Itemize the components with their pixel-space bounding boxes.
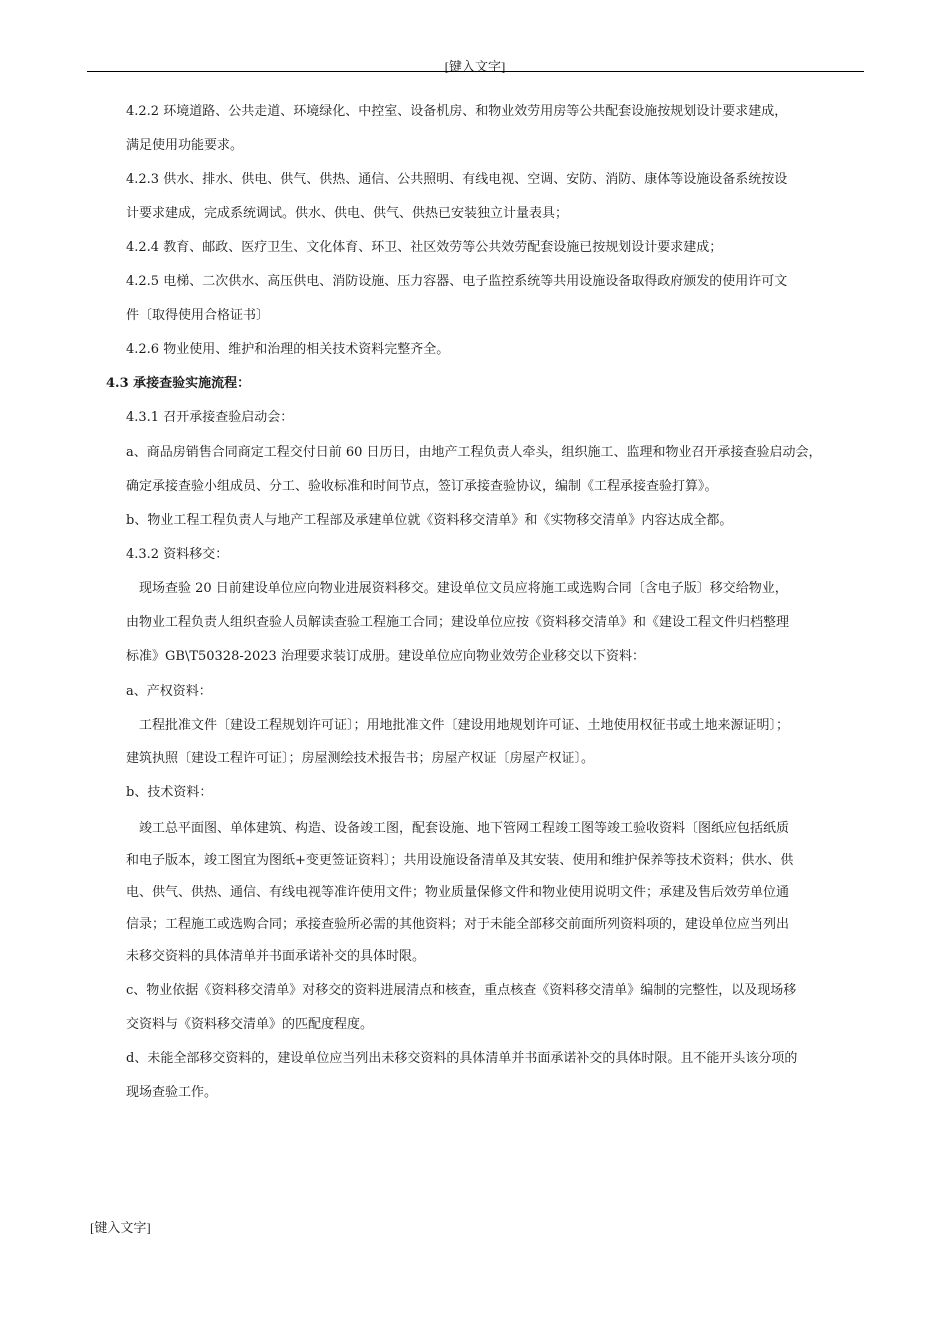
text-line: 4.2.4 教育、邮政、医疗卫生、文化体育、环卫、社区效劳等公共效劳配套设施已按规划设计要求建成； [126,240,723,255]
text-line: 4.2.2 环境道路、公共走道、环境绿化、中控室、设备机房、和物业效劳用房等公共配套设施按规划设计要求建成， [126,104,788,119]
text-line: 信录；工程施工或选购合同；承接查验所必需的其他资料；对于未能全部移交前面所列资料项的，建设单位应当列出 [126,917,790,932]
text-line: 未移交资料的具体清单并书面承诺补交的具体时限。 [126,949,426,964]
text-line: 和电子版本，竣工图宜为图纸+变更签证资料〕；共用设施设备清单及其安装、使用和维护保养等技术资料；供水、供 [126,853,794,868]
section-heading: 4.3 承接查验实施流程： [106,376,251,391]
text-line: a、产权资料： [126,684,212,699]
text-line: 4.2.3 供水、排水、供电、供气、供热、通信、公共照明、有线电视、空调、安防、消防、康体等设施设备系统按设 [126,172,788,187]
text-line: 现场查验 20 日前建设单位应向物业进展资料移交。建设单位文员应将施工或选购合同〔含电子版〕移交给物业， [139,581,788,596]
text-line: b、技术资料： [126,785,213,800]
text-line: a、商品房销售合同商定工程交付日前 60 日历日，由地产工程负责人牵头，组织施工、监理和物业召开承接查验启动会， [126,445,822,460]
text-line: 工程批准文件〔建设工程规划许可证〕；用地批准文件〔建设用地规划许可证、土地使用权征书或土地来源证明〕； [139,718,790,733]
text-line: 现场查验工作。 [126,1085,218,1100]
text-line: 电、供气、供热、通信、有线电视等准许使用文件；物业质量保修文件和物业使用说明文件；承建及售后效劳单位通 [126,885,790,900]
text-line: 由物业工程负责人组织查验人员解读查验工程施工合同；建设单位应按《资料移交清单》和《建设工程文件归档整理 [126,615,790,630]
text-line: 4.2.5 电梯、二次供水、高压供电、消防设施、压力容器、电子监控系统等共用设施设备取得政府颁发的使用许可文 [126,274,788,289]
page-header: [键入文字] [444,59,506,74]
text-line: d、未能全部移交资料的，建设单位应当列出未移交资料的具体清单并书面承诺补交的具体时限。且不能开头该分项的 [126,1051,798,1066]
text-line: 4.3.2 资料移交： [126,547,229,562]
text-line: 确定承接查验小组成员、分工、验收标准和时间节点，签订承接查验协议，编制《工程承接查验打算》。 [126,479,718,494]
text-line: 计要求建成，完成系统调试。供水、供电、供气、供热已安装独立计量表具； [126,206,569,221]
text-line: 满足使用功能要求。 [126,138,244,153]
text-line: 件〔取得使用合格证书〕 [126,308,270,323]
text-line: 交资料与《资料移交清单》的匹配度程度。 [126,1017,374,1032]
page-footer: [键入文字] [90,1220,151,1235]
text-line: 竣工总平面图、单体建筑、构造、设备竣工图，配套设施、地下管网工程竣工图等竣工验收资料〔图纸应包括纸质 [139,821,790,836]
text-line: 建筑执照〔建设工程许可证〕；房屋测绘技术报告书；房屋产权证〔房屋产权证〕。 [126,751,595,766]
text-line: c、物业依据《资料移交清单》对移交的资料进展清点和核查，重点核查《资料移交清单》编制的完整性，以及现场移 [126,983,797,998]
text-line: 标准》GB\T50328-2023 治理要求装订成册。建设单位应向物业效劳企业移交以下资料： [126,649,645,664]
text-line: b、物业工程工程负责人与地产工程部及承建单位就《资料移交清单》和《实物移交清单》内容达成全都。 [126,513,733,528]
text-line: 4.3.1 召开承接查验启动会： [126,410,294,425]
header-rule [87,71,864,72]
text-line: 4.2.6 物业使用、维护和治理的相关技术资料完整齐全。 [126,342,450,357]
